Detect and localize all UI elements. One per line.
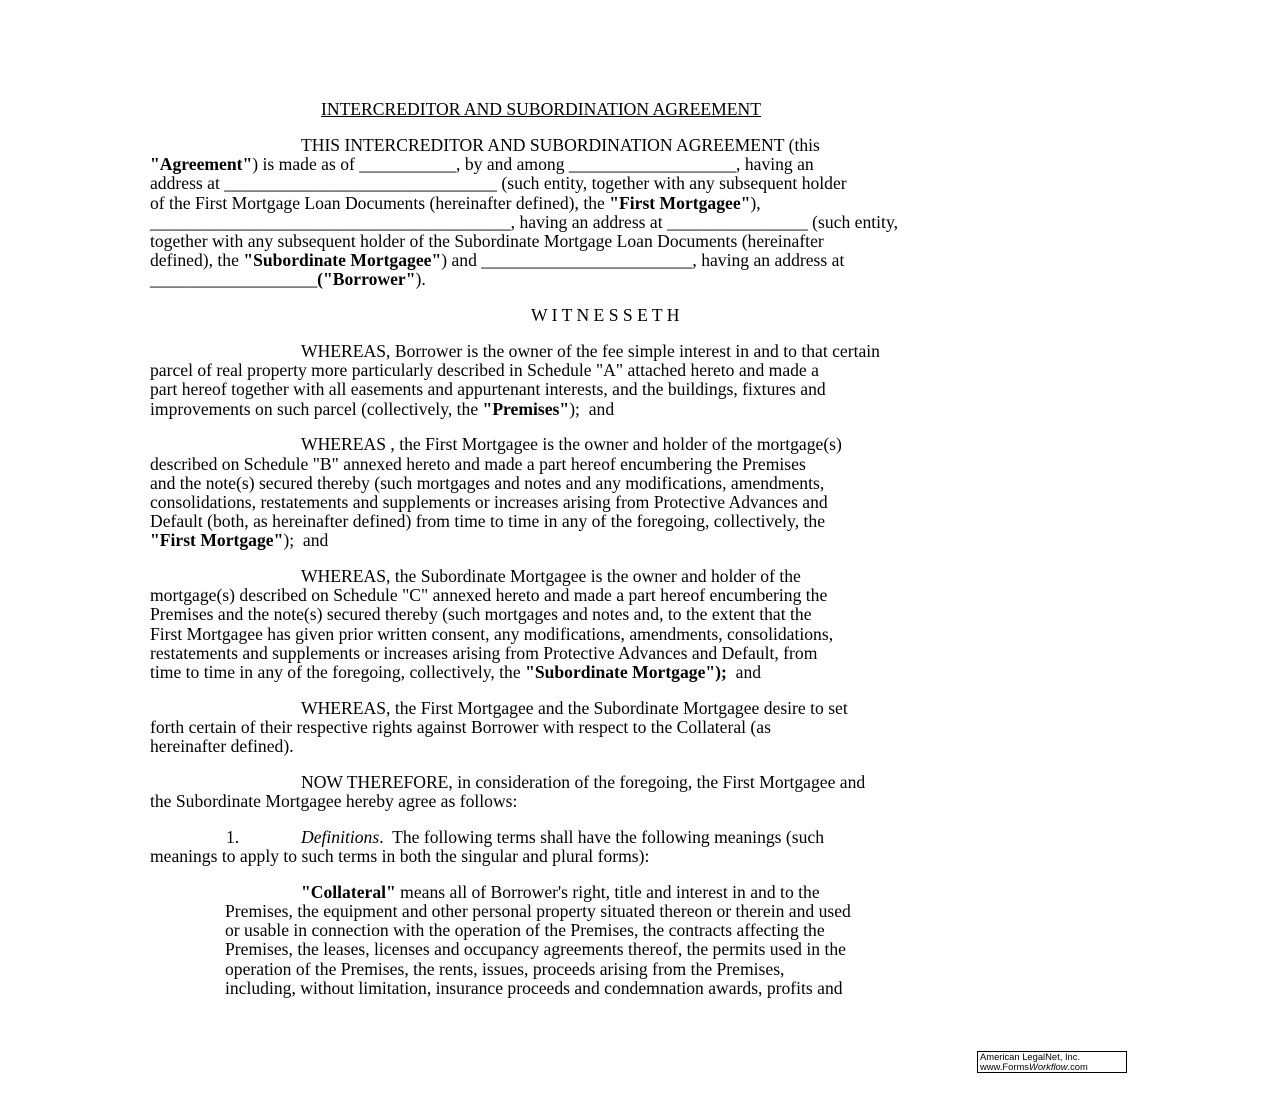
paragraph-line: time to time in any of the foregoing, collectively, the "Subordinate Mortgage"); and (150, 662, 762, 682)
paragraph-line: NOW THEREFORE, in consideration of the foregoing, the First Mortgagee and (301, 772, 866, 792)
intro-line: address at _______________________________ (such entity, together with any subsequent holder (150, 173, 847, 193)
paragraph-line: including, without limitation, insurance proceeds and condemnation awards, profits and (225, 978, 843, 998)
paragraph-line: mortgage(s) described on Schedule "C" annexed hereto and made a part hereof encumbering the (150, 585, 828, 605)
paragraph-line: "Collateral" means all of Borrower's right, title and interest in and to the (301, 882, 820, 902)
paragraph-line: WHEREAS, the First Mortgagee and the Subordinate Mortgagee desire to set (301, 698, 848, 718)
paragraph-line: WHEREAS, Borrower is the owner of the fee simple interest in and to that certain (301, 341, 880, 361)
paragraph-line: Premises, the equipment and other personal property situated thereon or therein and used (225, 901, 851, 921)
defined-term-subordinate-mortgage: "Subordinate Mortgage"); (525, 662, 727, 682)
paragraph-line: parcel of real property more particularly described in Schedule "A" attached hereto and made a (150, 360, 819, 380)
section-number: 1. (226, 827, 240, 847)
paragraph-line: described on Schedule "B" annexed hereto and made a part hereof encumbering the Premises (150, 454, 806, 474)
paragraph-line: restatements and supplements or increases arising from Protective Advances and Default, from (150, 643, 818, 663)
paragraph-line: part hereof together with all easements and appurtenant interests, and the buildings, fixtures and (150, 379, 826, 399)
defined-term-borrower: ("Borrower" (317, 269, 416, 289)
paragraph-line: and the note(s) secured thereby (such mortgages and notes and any modifications, amendments, (150, 473, 825, 493)
paragraph-line: hereinafter defined). (150, 736, 294, 756)
paragraph-line: Premises and the note(s) secured thereby (such mortgages and notes and, to the extent that the (150, 604, 812, 624)
paragraph-line: meanings to apply to such terms in both the singular and plural forms): (150, 846, 650, 866)
intro-line: defined), the "Subordinate Mortgagee") and ________________________, having an address at (150, 250, 845, 270)
paragraph-line: WHEREAS , the First Mortgagee is the owner and holder of the mortgage(s) (301, 434, 842, 454)
paragraph-line: improvements on such parcel (collectively, the "Premises"); and (150, 399, 615, 419)
intro-line: of the First Mortgage Loan Documents (hereinafter defined), the "First Mortgagee"), (150, 193, 761, 213)
stamp-line-1: American LegalNet, Inc. (980, 1051, 1081, 1062)
paragraph-line: First Mortgagee has given prior written consent, any modifications, amendments, consolidations, (150, 624, 834, 644)
intro-line: THIS INTERCREDITOR AND SUBORDINATION AGREEMENT (this (301, 135, 820, 155)
defined-term-subordinate-mortgagee: "Subordinate Mortgagee" (243, 250, 442, 270)
defined-term-premises: "Premises" (482, 399, 570, 419)
paragraph-line: consolidations, restatements and supplements or increases arising from Protective Advances and (150, 492, 828, 512)
intro-line: together with any subsequent holder of the Subordinate Mortgage Loan Documents (hereinafter (150, 231, 824, 251)
paragraph-line: operation of the Premises, the rents, issues, proceeds arising from the Premises, (225, 959, 785, 979)
paragraph-line: or usable in connection with the operation of the Premises, the contracts affecting the (225, 920, 825, 940)
defined-term-first-mortgagee: "First Mortgagee" (609, 193, 751, 213)
defined-term-collateral: "Collateral" (301, 882, 396, 902)
paragraph-line: Default (both, as hereinafter defined) from time to time in any of the foregoing, collectively, the (150, 511, 825, 531)
paragraph-line: forth certain of their respective rights against Borrower with respect to the Collateral (as (150, 717, 771, 737)
defined-term-agreement: "Agreement" (150, 154, 253, 174)
agreement-title: INTERCREDITOR AND SUBORDINATION AGREEMENT (321, 99, 762, 119)
publisher-stamp (977, 1051, 1127, 1073)
witnesseth-heading: W I T N E S S E T H (531, 305, 680, 325)
stamp-line-2: www.FormsWorkflow.com (980, 1061, 1088, 1072)
section-heading: Definitions (301, 827, 380, 847)
paragraph-line: "First Mortgage"); and (150, 530, 329, 550)
intro-line: ___________________("Borrower"). (150, 269, 426, 289)
paragraph-line: Premises, the leases, licenses and occupancy agreements thereof, the permits used in the (225, 939, 846, 959)
paragraph-line: WHEREAS, the Subordinate Mortgagee is the owner and holder of the (301, 566, 801, 586)
paragraph-line: Definitions. The following terms shall have the following meanings (such (301, 827, 825, 847)
intro-line: _________________________________________, having an address at ________________ (such entity, (150, 212, 898, 232)
defined-term-first-mortgage: "First Mortgage" (150, 530, 284, 550)
intro-line: "Agreement") is made as of ___________, by and among ___________________, having an (150, 154, 814, 174)
paragraph-line: the Subordinate Mortgagee hereby agree as follows: (150, 791, 518, 811)
